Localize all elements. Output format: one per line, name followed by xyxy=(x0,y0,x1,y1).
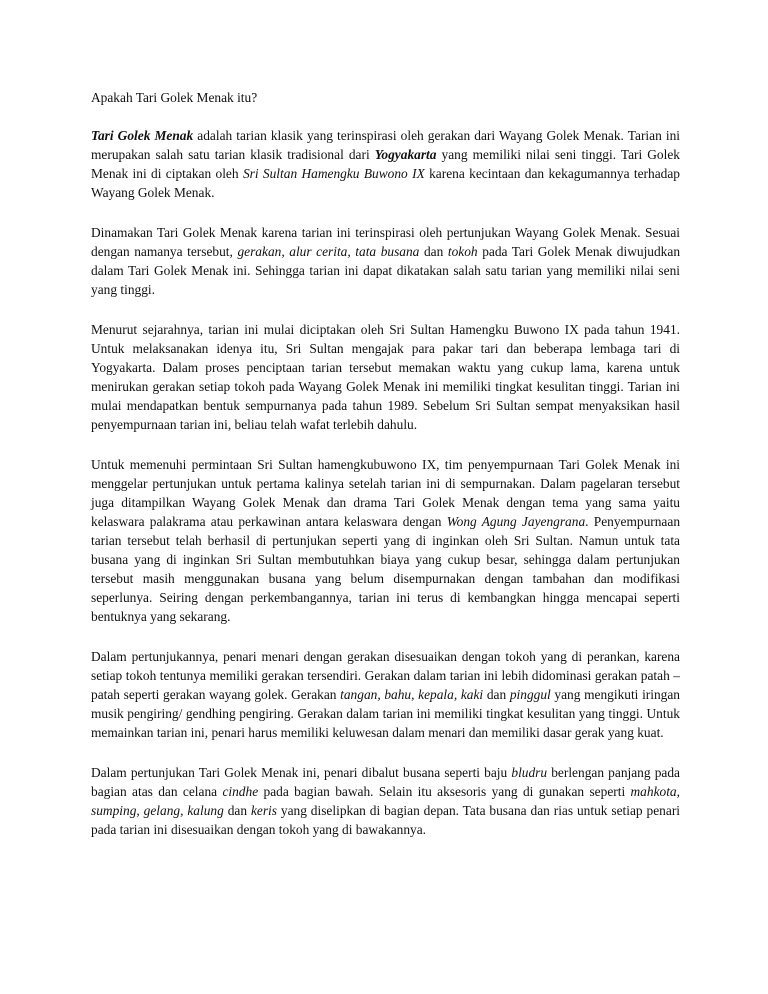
paragraph-6-text-c: pada bagian bawah. Selain itu aksesoris yang di gunakan seperti xyxy=(258,784,631,799)
paragraph-6-text-a: Dalam pertunjukan Tari Golek Menak ini, penari dibalut busana seperti baju xyxy=(91,765,512,780)
term-sultan-name: Sri Sultan Hamengku Buwono IX xyxy=(242,166,425,181)
paragraph-4-text-a: Untuk memenuhi permintaan Sri Sultan hamengkubuwono IX, tim penyempurnaan Tari Golek Menak ini menggelar pertunjukan untuk pertama kalinya setelah tarian ini di sempurnakan. Dalam pagelaran tersebut juga ditampilkan Wayang Golek Menak dan drama Tari Golek Menak dengan tema yang sama yaitu kelaswara palakrama atau perkawinan antara kelaswara dengan xyxy=(91,457,680,529)
term-bludru: bludru xyxy=(511,765,548,780)
paragraph-5-text-b: dan xyxy=(483,687,510,702)
paragraph-4 xyxy=(91,455,680,626)
paragraph-1 xyxy=(91,126,680,202)
paragraph-3-text: Menurut sejarahnya, tarian ini mulai diciptakan oleh Sri Sultan Hamengku Buwono IX pada tahun 1941. Untuk melaksanakan idenya itu, Sri Sultan mengajak para pakar tari dan beberapa lembaga tari di Yogyakarta. Dalam proses penciptaan tarian tersebut memakan waktu yang cukup lama, karena untuk menirukan gerakan setiap tokoh pada Wayang Golek Menak ini memiliki tingkat kesulitan tinggi. Tarian ini mulai mendapatkan bentuk sempurnanya pada tahun 1989. Sebelum Sri Sultan sempat menyaksikan hasil penyempurnaan tarian ini, beliau telah wafat terlebih dahulu. xyxy=(91,322,680,432)
document-title xyxy=(91,88,680,107)
paragraph-6-text-d: dan xyxy=(223,803,251,818)
paragraph-1-text-a: adalah tarian klasik yang terinspirasi oleh gerakan dari Wayang Golek Menak. Tarian ini merupakan salah satu tarian klasik tradisional dari xyxy=(91,128,680,162)
paragraph-5-text-a: Dalam pertunjukannya, penari menari dengan gerakan disesuaikan dengan tokoh yang di perankan, karena setiap tokoh tentunya memiliki gerakan tersendiri. Gerakan dalam tarian ini lebih didominasi gerakan patah – patah seperti gerakan wayang golek. Gerakan xyxy=(91,649,680,702)
paragraph-4-text-b: . Penyempurnaan tarian tersebut telah berhasil di pertunjukan seperti yang di inginkan oleh Sri Sultan. Namun untuk tata busana yang di inginkan Sri Sultan membutuhkan biaya yang cukup besar, sehingga dalam pertunjukan tersebut masih menggunakan busana yang belum disempurnakan dengan tambahan dan modifikasi seperlunya. Seiring dengan perkembangannya, tarian ini terus di kembangkan hingga mencapai seperti bentuknya yang sekarang. xyxy=(91,514,681,624)
paragraph-6-text-b: berlengan panjang pada bagian atas dan celana xyxy=(91,765,680,799)
term-yogyakarta: Yogyakarta xyxy=(374,147,437,162)
paragraph-3 xyxy=(91,320,680,434)
term-wong-agung-jayengrana: Wong Agung Jayengrana xyxy=(446,514,586,529)
paragraph-2-text-c: pada Tari Golek Menak diwujudkan dalam Tari Golek Menak ini. Sehingga tarian ini dapat dikatakan salah satu tarian yang memiliki nilai seni yang tinggi. xyxy=(91,244,681,297)
term-accessories: mahkota, sumping, gelang, kalung xyxy=(91,784,680,818)
document-page xyxy=(91,88,680,860)
paragraph-1-text-c: karena kecintaan dan kekagumannya terhadap Wayang Golek Menak. xyxy=(91,166,680,200)
term-gerakan-alur-busana: gerakan, alur cerita, tata busana xyxy=(237,244,420,259)
term-body-parts: tangan, bahu, kepala, kaki xyxy=(340,687,484,702)
paragraph-5-text-c: yang mengikuti iringan musik pengiring/ gendhing pengiring. Gerakan dalam tarian ini memiliki tingkat kesulitan yang tinggi. Untuk memainkan tarian ini, penari harus memiliki keluwesan dalam menari dan memiliki dasar gerak yang kuat. xyxy=(91,687,681,740)
paragraph-2-text-b: dan xyxy=(419,244,448,259)
title-text: Apakah Tari Golek Menak itu? xyxy=(91,90,258,105)
term-pinggul: pinggul xyxy=(509,687,551,702)
term-keris: keris xyxy=(250,803,277,818)
paragraph-2-text-a: Dinamakan Tari Golek Menak karena tarian ini terinspirasi oleh pertunjukan Wayang Golek Menak. Sesuai dengan namanya tersebut, xyxy=(91,225,680,259)
paragraph-1-text-b: yang memiliki nilai seni tinggi. Tari Golek Menak ini di ciptakan oleh xyxy=(91,147,680,181)
term-tari-golek-menak: Tari Golek Menak xyxy=(91,128,194,143)
term-tokoh: tokoh xyxy=(447,244,478,259)
paragraph-2 xyxy=(91,223,680,299)
term-cindhe: cindhe xyxy=(222,784,259,799)
paragraph-6-text-e: yang diselipkan di bagian depan. Tata busana dan rias untuk setiap penari pada tarian ini disesuaikan dengan tokoh yang di bawakannya. xyxy=(91,803,680,837)
paragraph-6 xyxy=(91,763,680,839)
paragraph-5 xyxy=(91,647,680,742)
